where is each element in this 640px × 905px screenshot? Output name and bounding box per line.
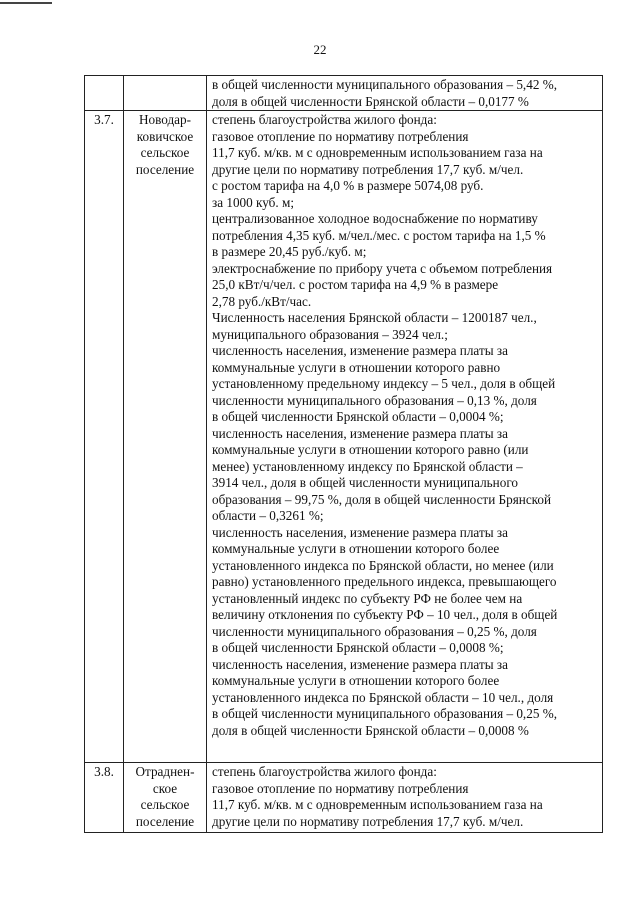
text-line: в общей численности Брянской области – 0,0004 %; (212, 409, 504, 424)
text-line: 2,78 руб./кВт/час. (212, 293, 312, 309)
row-number: 3.8. (85, 763, 124, 833)
text-line: степень благоустройства жилого фонда: (212, 764, 437, 779)
text-line: численности муниципального образования – 0,13 %, доля (212, 392, 537, 408)
text-line: доля в общей численности Брянской области – 0,0177 % (212, 93, 529, 109)
settlement-name (124, 111, 207, 763)
text-line: Новодар- (138, 112, 191, 127)
settlement-name (124, 763, 207, 833)
text-line: в общей численности муниципального образования – 0,25 %, (212, 706, 557, 721)
settlement-description (207, 763, 603, 833)
text-line: за 1000 куб. м; (212, 194, 294, 210)
text-line: в общей численности Брянской области – 0,0008 %; (212, 640, 504, 655)
text-line: централизованное холодное водоснабжение по нормативу (212, 211, 538, 226)
text-line: потребления 4,35 куб. м/чел./мес. с ростом тарифа на 1,5 % (212, 227, 546, 243)
text-line: доля в общей численности Брянской области – 0,0008 % (212, 722, 529, 738)
text-line: в общей численности муниципального образования – 5,42 %, (212, 77, 557, 92)
text-line: поселение (135, 161, 195, 177)
text-line: Отраднен- (135, 764, 195, 779)
text-line: 25,0 кВт/ч/чел. с ростом тарифа на 4,9 % в размере (212, 277, 499, 292)
text-line: области – 0,3261 %; (212, 508, 324, 523)
text-line: численность населения, изменение размера платы за (212, 343, 508, 358)
text-line: Численность населения Брянской области – 1200187 чел., (212, 310, 537, 325)
text-line: сельское (140, 145, 190, 160)
settlement-description (207, 76, 603, 111)
table-row (85, 111, 603, 763)
text-line: менее) установленному индексу по Брянской области – (212, 458, 523, 474)
text-line: равно) установленного предельного индекса, превышающего (212, 574, 557, 589)
settlements-table (84, 75, 603, 833)
text-line: ковичское (136, 128, 194, 144)
settlement-description (207, 111, 603, 763)
text-line: коммунальные услуги в отношении которого более (212, 541, 500, 556)
text-line: поселение (135, 813, 195, 829)
text-line: муниципального образования – 3924 чел.; (212, 326, 448, 342)
text-line: 11,7 куб. м/кв. м с одновременным использованием газа на (212, 797, 543, 812)
text-line: численность населения, изменение размера платы за (212, 425, 508, 441)
text-line: газовое отопление по нормативу потребления (212, 780, 469, 796)
text-line: численности муниципального образования – 0,25 %, доля (212, 623, 537, 639)
text-line: установленный индекс по субъекту РФ не более чем на (212, 590, 523, 606)
text-line: величину отклонения по субъекту РФ – 10 чел., доля в общей (212, 607, 558, 622)
text-line: в размере 20,45 руб./куб. м; (212, 244, 367, 259)
page-number: 22 (313, 42, 327, 57)
text-line: газовое отопление по нормативу потребления (212, 128, 469, 144)
text-line: установленного индекса по Брянской области – 10 чел., доля (212, 689, 554, 705)
text-line: коммунальные услуги в отношении которого равно (или (212, 442, 529, 457)
row-number: 3.7. (85, 111, 124, 763)
text-line: численность населения, изменение размера платы за (212, 524, 508, 540)
table-row (85, 76, 603, 111)
text-line: с ростом тарифа на 4,0 % в размере 5074,08 руб. (212, 178, 484, 193)
text-line: другие цели по нормативу потребления 17,7 куб. м/чел. (212, 161, 524, 177)
settlement-name (124, 76, 207, 111)
text-line: другие цели по нормативу потребления 17,7 куб. м/чел. (212, 813, 524, 829)
text-line: ское (152, 780, 178, 796)
text-line: коммунальные услуги в отношении которого более (212, 673, 500, 688)
row-number (85, 76, 124, 111)
text-line: образования – 99,75 %, доля в общей численности Брянской (212, 491, 552, 507)
text-line: сельское (140, 797, 190, 812)
text-line: установленному предельному индексу – 5 чел., доля в общей (212, 376, 556, 391)
top-rule (0, 2, 52, 4)
text-line: коммунальные услуги в отношении которого равно (212, 359, 501, 375)
text-line: 3914 чел., доля в общей численности муниципального (212, 475, 518, 490)
text-line: электроснабжение по прибору учета с объемом потребления (212, 260, 553, 276)
text-line: степень благоустройства жилого фонда: (212, 112, 437, 127)
table-row (85, 763, 603, 833)
text-line: численность населения, изменение размера платы за (212, 656, 508, 672)
text-line: установленного индекса по Брянской области, но менее (или (212, 557, 554, 573)
text-line: 11,7 куб. м/кв. м с одновременным использованием газа на (212, 145, 543, 160)
